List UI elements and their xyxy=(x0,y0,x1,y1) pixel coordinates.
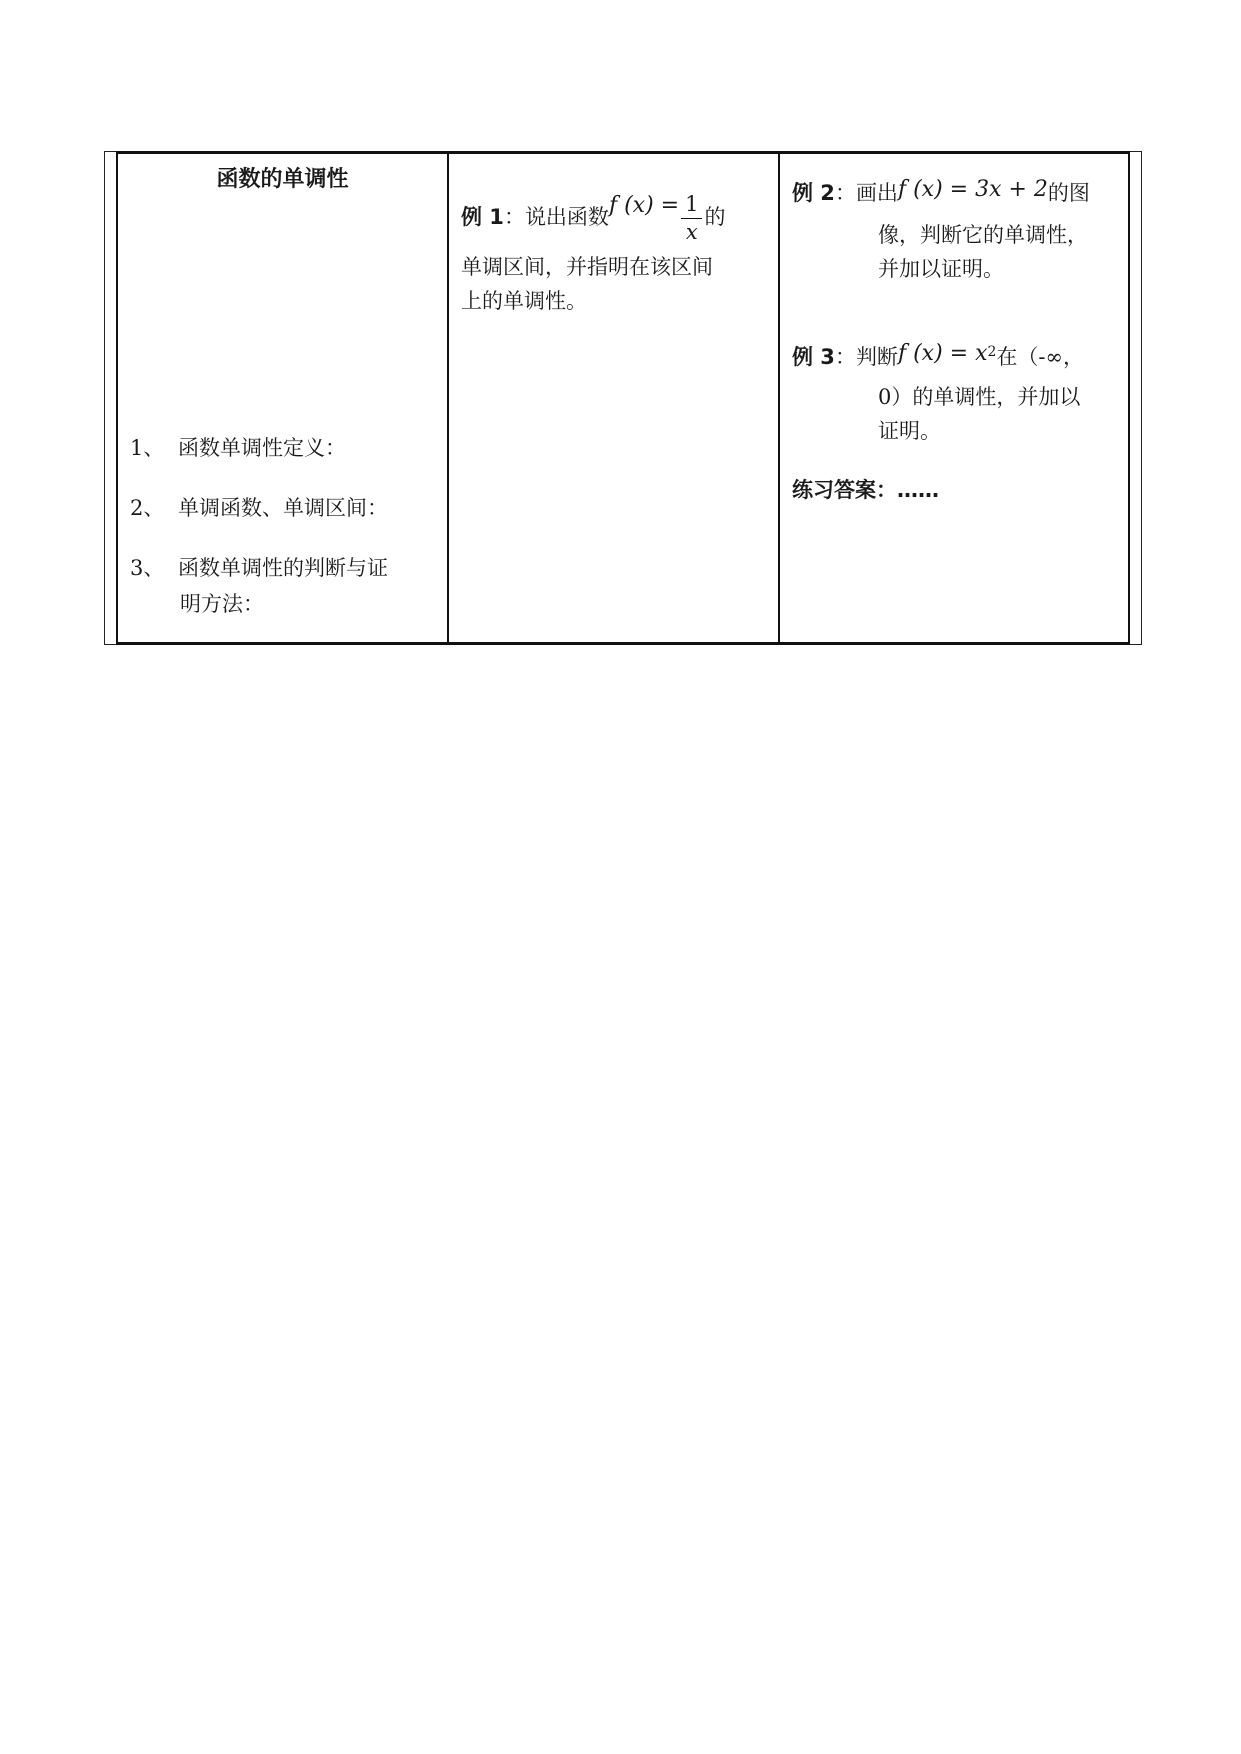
example-1-pre: 说出函数 xyxy=(524,205,609,229)
list-item-number: 3、 xyxy=(130,556,165,580)
example-3-line2: 0）的单调性，并加以 xyxy=(878,385,1081,409)
example-2-label: 例 2 xyxy=(792,181,835,205)
example-1-line3: 上的单调性。 xyxy=(461,289,587,313)
list-item-text: 函数单调性的判断与证 xyxy=(178,556,388,580)
example-3-post: 在（-∞， xyxy=(996,345,1084,369)
list-item-text: 单调函数、单调区间： xyxy=(178,496,388,520)
list-item xyxy=(130,490,388,526)
example-3-exponent: 2 xyxy=(987,344,997,360)
example-1-formula-left: f (x) = xyxy=(608,193,680,218)
example-1-colon: ： xyxy=(503,205,525,229)
list-item-continuation: 明方法： xyxy=(180,592,264,616)
example-3-line3: 证明。 xyxy=(878,419,941,443)
column-topic xyxy=(118,154,449,642)
fraction-denominator: x xyxy=(685,220,698,244)
example-1-fraction xyxy=(681,194,702,243)
list-item xyxy=(130,550,388,622)
example-1-line1 xyxy=(461,176,725,247)
example-1-post: 的 xyxy=(704,205,726,229)
column-example-1 xyxy=(449,154,780,642)
list-item-number: 2、 xyxy=(130,496,165,520)
list-item-text: 函数单调性定义： xyxy=(178,436,346,460)
answer-dots: …… xyxy=(897,478,939,502)
column-examples-2-3 xyxy=(780,154,1128,642)
example-3-label: 例 3 xyxy=(792,345,835,369)
example-3-colon: ： xyxy=(834,345,856,369)
lesson-title: 函数的单调性 xyxy=(216,167,349,192)
example-2-line2: 像，判断它的单调性， xyxy=(878,223,1088,247)
example-3-line1 xyxy=(792,334,1084,375)
example-3-formula: f (x) = x xyxy=(897,341,988,366)
example-3-pre: 判断 xyxy=(855,345,898,369)
example-2-pre: 画出 xyxy=(855,181,898,205)
answer-line xyxy=(792,472,939,508)
lesson-table xyxy=(116,151,1130,645)
fraction-numerator: 1 xyxy=(681,194,702,219)
list-item xyxy=(130,430,346,466)
example-1-label: 例 1 xyxy=(461,205,504,229)
example-2-post: 的图 xyxy=(1047,181,1090,205)
list-item-number: 1、 xyxy=(130,436,165,460)
example-2-formula: f (x) = 3x + 2 xyxy=(897,177,1048,202)
example-2-colon: ： xyxy=(834,181,856,205)
example-2-line3: 并加以证明。 xyxy=(878,257,1004,281)
example-2-line1 xyxy=(792,172,1090,211)
answer-label: 练习答案： xyxy=(792,478,897,502)
example-1-line2: 单调区间，并指明在该区间 xyxy=(461,255,713,279)
